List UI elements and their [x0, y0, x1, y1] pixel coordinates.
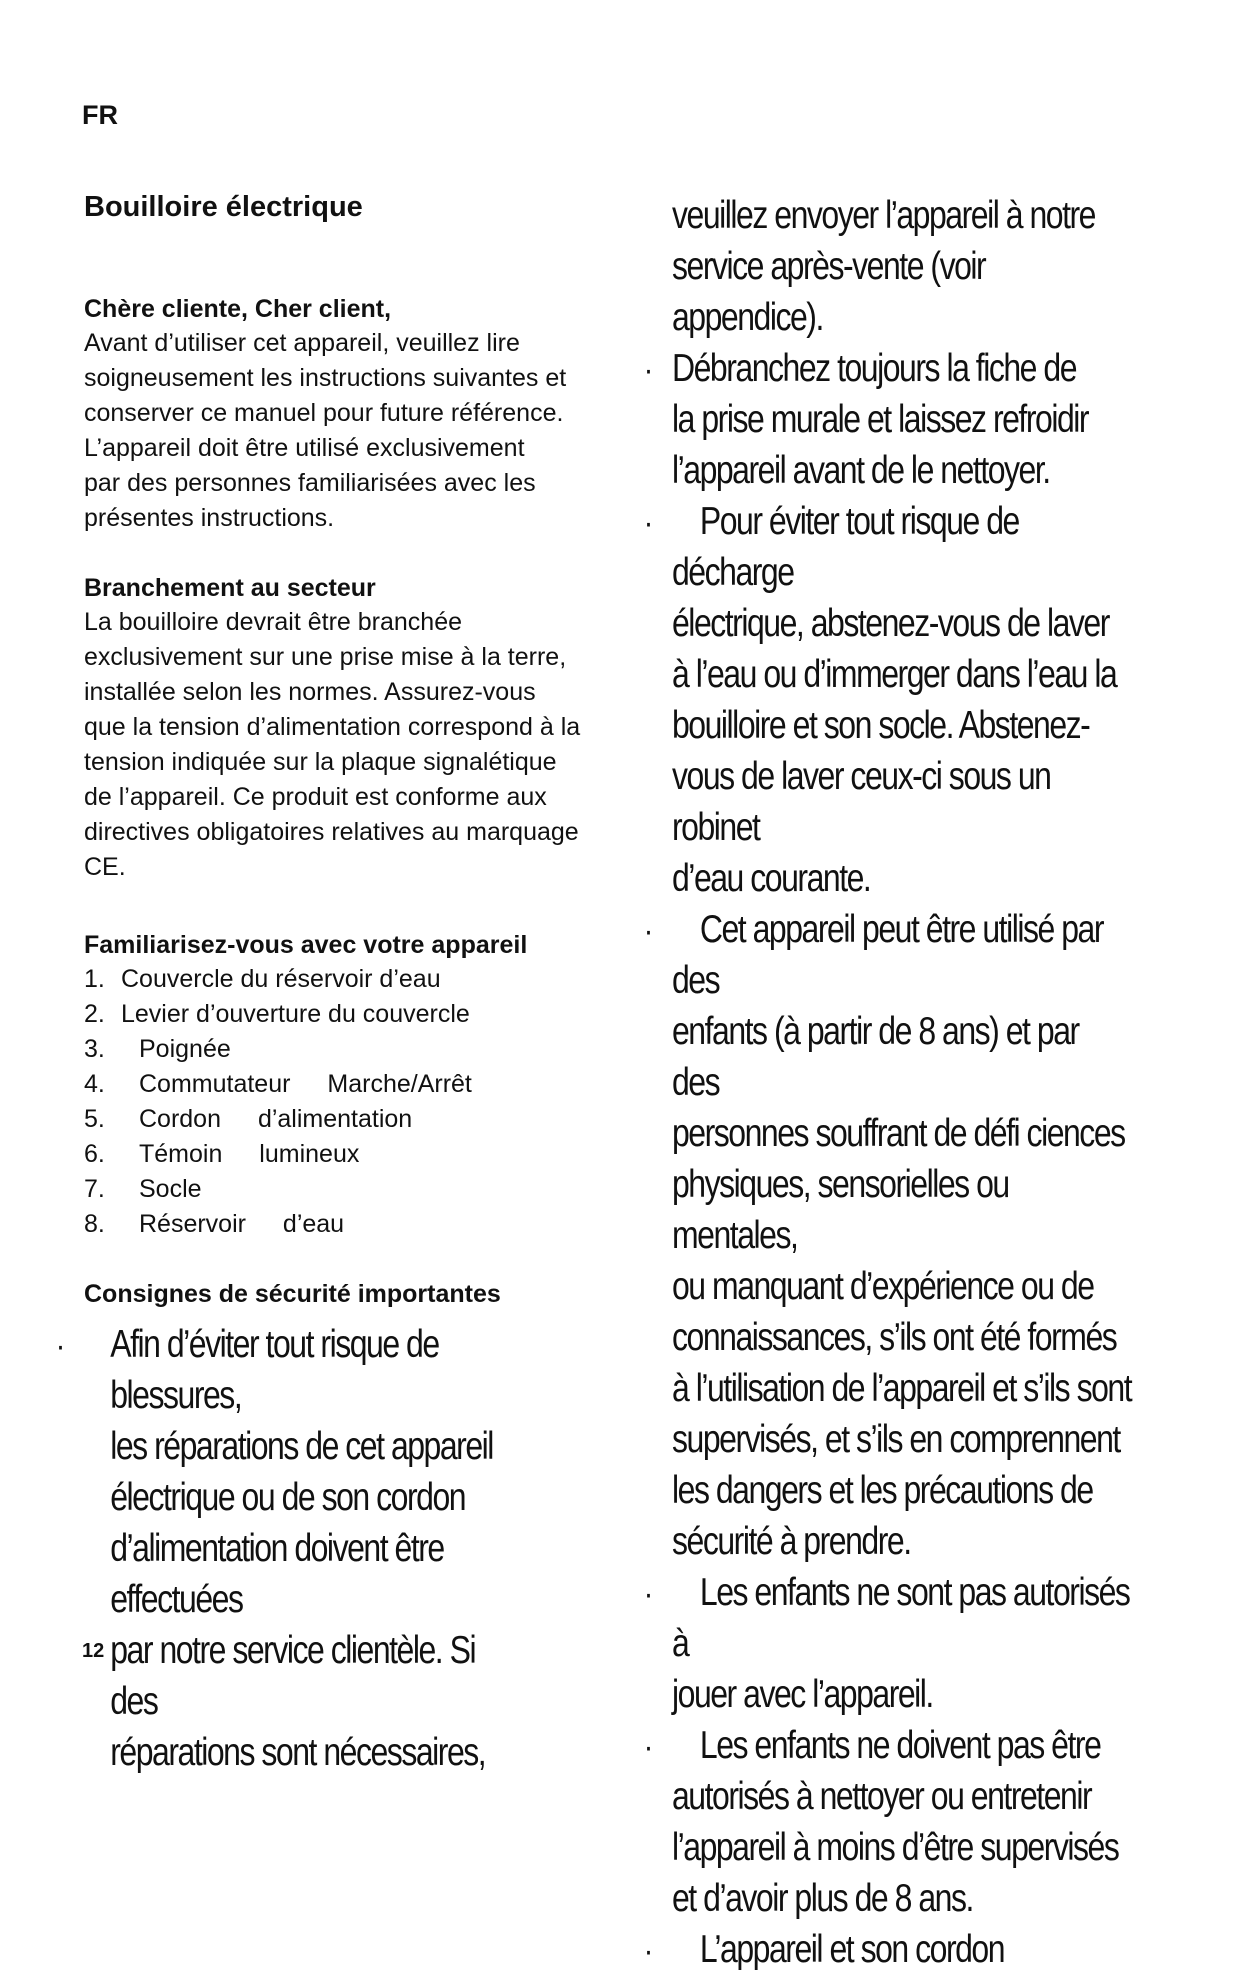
- text-line: CE.: [84, 853, 126, 881]
- text-line: La bouilloire devrait être branchée: [84, 608, 463, 636]
- greeting-section: [84, 293, 614, 536]
- power-section: [84, 572, 614, 885]
- list-item: 6. Témoin lumineux: [84, 1140, 360, 1168]
- text-line: conserver ce manuel pour future référence.: [84, 399, 564, 427]
- text-line: directives obligatoires relatives au marquage: [84, 818, 579, 846]
- list-item: 2. Levier d’ouverture du couvercle: [84, 1000, 470, 1028]
- text-line: vous de laver ceux-ci sous un robinet: [672, 755, 1051, 849]
- safety-item: [57, 1319, 519, 1778]
- text-line: à l’eau ou d’immerger dans l’eau la: [672, 653, 1117, 696]
- safety-item: [645, 1924, 1131, 1975]
- text-line: par des personnes familiarisées avec les: [84, 469, 536, 497]
- safety-item-text: [672, 496, 1131, 904]
- list-item: 7. Socle: [84, 1175, 202, 1203]
- text-line: Cet appareil peut être utilisé par des: [672, 908, 1104, 1002]
- safety-item-text: [672, 343, 1131, 496]
- text-line: physiques, sensorielles ou mentales,: [672, 1163, 1009, 1257]
- safety-item-text: [672, 1720, 1131, 1924]
- text-line: d’eau courante.: [672, 857, 871, 900]
- text-line: Avant d’utiliser cet appareil, veuillez lire: [84, 329, 520, 357]
- safety-item: [645, 904, 1132, 1567]
- text-line: d’alimentation doivent être effectuées: [110, 1527, 444, 1621]
- text-line: de l’appareil. Ce produit est conforme aux: [84, 783, 547, 811]
- list-item: 1. Couvercle du réservoir d’eau: [84, 965, 441, 993]
- text-line: Les enfants ne sont pas autorisés à: [672, 1571, 1130, 1665]
- safety-heading: Consignes de sécurité importantes: [84, 1280, 501, 1308]
- text-line: Les enfants ne doivent pas être: [699, 1724, 1101, 1767]
- text-line: installée selon les normes. Assurez-vous: [84, 678, 536, 706]
- text-line: personnes souffrant de défi ciences: [672, 1112, 1125, 1155]
- safety-item: [645, 343, 1131, 496]
- left-column: [57, 293, 614, 1778]
- text-line: jouer avec l’appareil.: [672, 1673, 933, 1716]
- text-line: sécurité à prendre.: [672, 1520, 911, 1563]
- bullet-icon: ·: [645, 920, 651, 947]
- text-line: L’appareil et son cordon: [699, 1928, 1005, 1971]
- text-line: supervisés, et s’ils en comprennent: [672, 1418, 1120, 1461]
- list-item: 5. Cordon d’alimentation: [84, 1105, 413, 1133]
- text-line: et d’avoir plus de 8 ans.: [672, 1877, 973, 1920]
- text-line: exclusivement sur une prise mise à la terre,: [84, 643, 567, 671]
- greeting-heading: Chère cliente, Cher client,: [84, 295, 392, 323]
- bullet-icon: ·: [645, 1736, 651, 1763]
- text-line: veuillez envoyer l’appareil à notre: [672, 194, 1095, 237]
- bullet-icon: ·: [645, 1583, 651, 1610]
- power-text: [84, 605, 614, 885]
- greeting-text: [84, 326, 614, 536]
- text-line: Pour éviter tout risque de décharge: [672, 500, 1019, 594]
- parts-heading: Familiarisez-vous avec votre appareil: [84, 931, 528, 959]
- text-line: que la tension d’alimentation correspond à la: [84, 713, 581, 741]
- list-item: 3. Poignée: [84, 1035, 231, 1063]
- parts-list: [84, 962, 614, 1242]
- parts-section: [84, 929, 614, 1242]
- bullet-icon: ·: [645, 1940, 651, 1967]
- text-line: l’appareil avant de le nettoyer.: [672, 449, 1050, 492]
- text-line: la prise murale et laissez refroidir: [672, 398, 1089, 441]
- text-line: Afin d’éviter tout risque de blessures,: [110, 1323, 439, 1417]
- text-line: ou manquant d’expérience ou de: [672, 1265, 1094, 1308]
- safety-list: [645, 343, 1132, 1975]
- bullet-icon: ·: [57, 1335, 63, 1362]
- text-line: par notre service clientèle. Si des: [110, 1629, 476, 1723]
- text-line: tension indiquée sur la plaque signalétique: [84, 748, 557, 776]
- text-line: enfants (à partir de 8 ans) et par des: [672, 1010, 1079, 1104]
- text-line: à l’utilisation de l’appareil et s’ils sont: [672, 1367, 1132, 1410]
- page-number: 12: [82, 1640, 105, 1662]
- language-code: FR: [82, 100, 118, 130]
- text-line: électrique ou de son cordon: [110, 1476, 466, 1519]
- safety-section: [57, 1278, 614, 1778]
- text-line: connaissances, s’ils ont été formés: [672, 1316, 1117, 1359]
- text-line: Débranchez toujours la fiche de: [672, 347, 1077, 390]
- safety-item-text: [110, 1319, 518, 1778]
- power-heading: Branchement au secteur: [84, 574, 376, 602]
- bullet-icon: ·: [645, 512, 651, 539]
- list-item: 4. Commutateur Marche/Arrêt: [84, 1070, 472, 1098]
- text-line: L’appareil doit être utilisé exclusivement: [84, 434, 525, 462]
- right-column: [645, 190, 1232, 1975]
- text-line: bouilloire et son socle. Abstenez-: [672, 704, 1090, 747]
- bullet-icon: ·: [645, 359, 651, 386]
- text-line: service après-vente (voir appendice).: [672, 245, 986, 339]
- safety-item-text: [672, 1567, 1131, 1720]
- safety-continuation: [672, 190, 1131, 343]
- text-line: électrique, abstenez-vous de laver: [672, 602, 1109, 645]
- text-line: autorisés à nettoyer ou entretenir: [672, 1775, 1092, 1818]
- safety-item: [645, 1720, 1131, 1924]
- text-line: présentes instructions.: [84, 504, 335, 532]
- safety-item: [645, 1567, 1131, 1720]
- list-item: 8. Réservoir d’eau: [84, 1210, 345, 1238]
- document-title: Bouilloire électrique: [84, 191, 363, 223]
- text-line: soigneusement les instructions suivantes et: [84, 364, 567, 392]
- safety-item-text: [672, 1924, 1131, 1975]
- safety-item-text: [672, 904, 1131, 1567]
- text-line: l’appareil à moins d’être supervisés: [672, 1826, 1119, 1869]
- text-line: les réparations de cet appareil: [110, 1425, 493, 1468]
- text-line: les dangers et les précautions de: [672, 1469, 1093, 1512]
- text-line: réparations sont nécessaires,: [110, 1731, 486, 1774]
- safety-item: [645, 496, 1131, 904]
